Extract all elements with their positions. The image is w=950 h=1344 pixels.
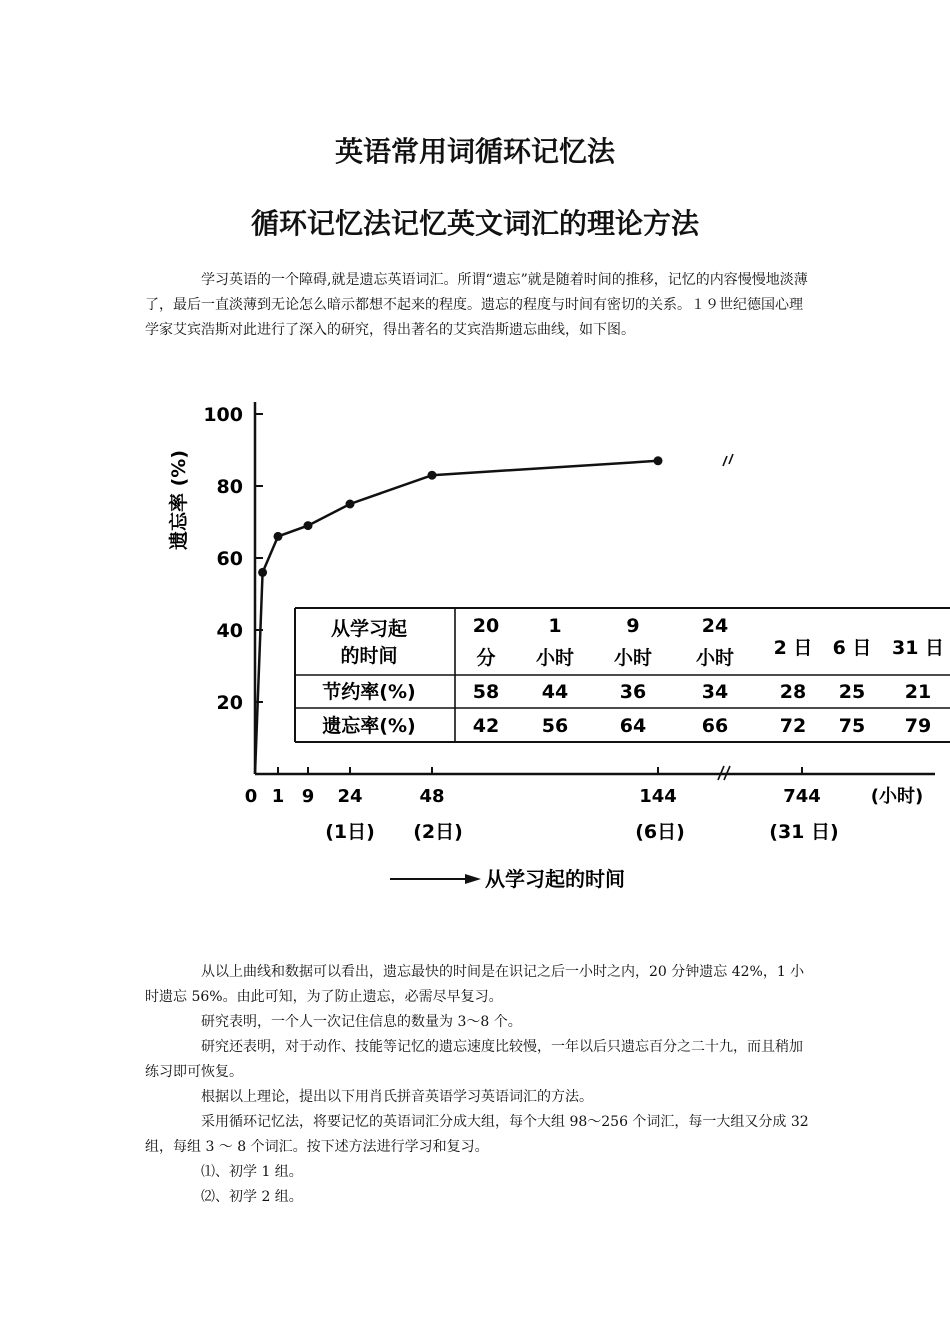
data-point xyxy=(274,532,283,541)
table-column-header: 9 xyxy=(626,615,640,637)
forgetting-curve-chart xyxy=(145,392,950,912)
x-axis-label: 从学习起的时间 xyxy=(485,867,625,891)
table-cell: 56 xyxy=(541,715,569,737)
document-subtitle: 循环记忆法记忆英文词汇的理论方法 xyxy=(250,207,699,240)
body-paragraph: 研究还表明，对于动作、技能等记忆的遗忘速度比较慢，一年以后只遗忘百分之二十九，而且稍加练习即可恢复。 xyxy=(145,1039,803,1080)
y-tick-label: 80 xyxy=(216,476,243,498)
table-column-header: 24 xyxy=(701,615,729,637)
forgetting-curve-line xyxy=(255,461,658,774)
x-tick-label: 0 xyxy=(244,786,258,807)
body-paragraph: 从以上曲线和数据可以看出，遗忘最快的时间是在识记之后一小时之内，20 分钟遗忘 42%，1 小时遗忘 56%。由此可知，为了防止遗忘，必需尽早复习。 xyxy=(145,964,805,1005)
x-tick-note: (6日) xyxy=(635,821,685,843)
table-column-header: 6 日 xyxy=(832,637,872,659)
body-paragraph: 根据以上理论，提出以下用肖氏拼音英语学习英语词汇的方法。 xyxy=(201,1089,593,1105)
y-axis-label: 遗忘率 (%) xyxy=(168,449,190,551)
x-tick-note: (31 日) xyxy=(769,821,839,843)
body-paragraph: 研究表明，一个人一次记住信息的数量为 3～8 个。 xyxy=(201,1014,522,1030)
x-tick-note: (2日) xyxy=(413,821,463,843)
intro-paragraph: 学习英语的一个障碍,就是遗忘英语词汇。所谓“遗忘”就是随着时间的推移，记忆的内容慢慢地淡薄了，最后一直淡薄到无论怎么暗示都想不起来的程度。遗忘的程度与时间有密切的关系。１９世纪德国心理学家艾宾浩斯对此进行了深入的研究，得出著名的艾宾浩斯遗忘曲线，如下图。 xyxy=(145,272,808,338)
table-cell: 34 xyxy=(701,681,729,703)
table-corner-label: 的时间 xyxy=(340,645,398,667)
x-tick-label: 1 xyxy=(271,786,285,807)
table-column-header: 小时 xyxy=(613,647,653,669)
data-point xyxy=(304,521,313,530)
table-cell: 42 xyxy=(472,715,500,737)
table-cell: 25 xyxy=(838,681,866,703)
table-row-label: 遗忘率(%) xyxy=(322,715,416,737)
table-cell: 72 xyxy=(779,715,807,737)
table-cell: 66 xyxy=(701,715,729,737)
x-axis-unit: (小时) xyxy=(870,786,924,807)
table-corner-label: 从学习起 xyxy=(330,618,408,640)
x-tick-label: 24 xyxy=(337,786,363,807)
table-row-label: 节约率(%) xyxy=(322,681,416,703)
data-point xyxy=(346,500,355,509)
table-cell: 44 xyxy=(541,681,569,703)
table-column-header: 2 日 xyxy=(773,637,813,659)
table-column-header: 31 日 xyxy=(891,637,945,659)
table-column-header: 小时 xyxy=(535,647,575,669)
y-tick-label: 100 xyxy=(203,404,243,426)
y-tick-label: 20 xyxy=(216,692,243,714)
table-cell: 75 xyxy=(838,715,866,737)
y-tick-label: 60 xyxy=(216,548,243,570)
body-paragraph: 采用循环记忆法，将要记忆的英语词汇分成大组，每个大组 98～256 个词汇，每一大组又分成 32 组，每组 3 ～ 8 个词汇。按下述方法进行学习和复习。 xyxy=(145,1114,809,1155)
table-cell: 28 xyxy=(779,681,807,703)
x-tick-label: 48 xyxy=(419,786,445,807)
x-tick-label: 9 xyxy=(301,786,315,807)
x-tick-note: (1日) xyxy=(325,821,375,843)
x-tick-label: 144 xyxy=(639,786,677,807)
y-tick-label: 40 xyxy=(216,620,243,642)
retention-table xyxy=(295,608,950,742)
document-title: 英语常用词循环记忆法 xyxy=(334,135,615,168)
table-column-header: 分 xyxy=(476,647,496,669)
data-point xyxy=(654,456,663,465)
table-cell: 36 xyxy=(619,681,647,703)
table-column-header: 20 xyxy=(472,615,500,637)
table-cell: 79 xyxy=(904,715,932,737)
data-point xyxy=(258,568,267,577)
table-column-header: 小时 xyxy=(695,647,735,669)
table-cell: 64 xyxy=(619,715,647,737)
table-cell: 58 xyxy=(472,681,500,703)
data-point xyxy=(428,471,437,480)
table-column-header: 1 xyxy=(548,615,562,637)
body-paragraph: ⑵、初学 2 组。 xyxy=(201,1189,303,1205)
table-cell: 21 xyxy=(904,681,932,703)
x-tick-label: 744 xyxy=(783,786,821,807)
x-axis-arrow-head xyxy=(465,874,481,884)
body-paragraph: ⑴、初学 1 组。 xyxy=(201,1164,303,1180)
